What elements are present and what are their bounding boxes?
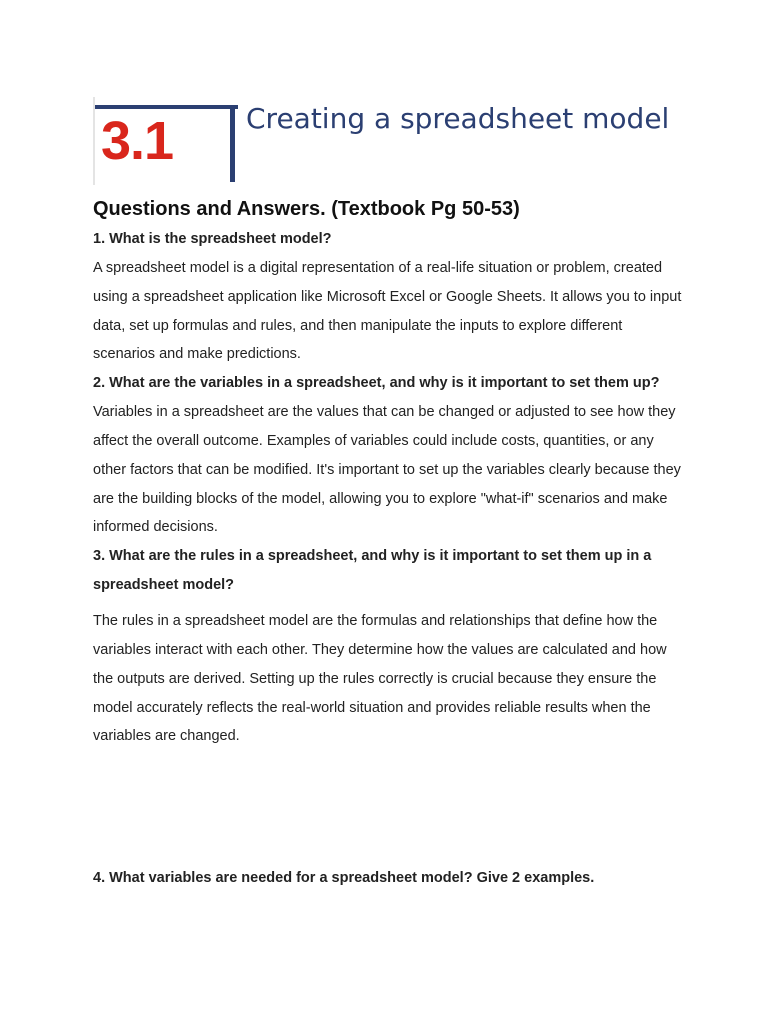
banner-divider xyxy=(230,105,235,182)
page-heading: Questions and Answers. (Textbook Pg 50-53) xyxy=(93,198,520,220)
section-number: 3.1 xyxy=(101,111,174,171)
section-title: Creating a spreadsheet model xyxy=(246,102,670,135)
section-banner xyxy=(93,97,670,185)
banner-top-rule xyxy=(95,105,238,109)
question-1: 1. What is the spreadsheet model? xyxy=(93,231,332,247)
question-4: 4. What variables are needed for a spreadsheet model? Give 2 examples. xyxy=(93,870,595,887)
question-2: 2. What are the variables in a spreadsheet, and why is it important to set them up? xyxy=(93,375,660,392)
answer-1: A spreadsheet model is a digital representation of a real-life situation or problem, created using a spreadsheet application like Microsoft Excel or Google Sheets. It allows you to input data, set up formulas and rules, and then manipulate the inputs to explore different scenarios and make predictions. xyxy=(93,260,682,363)
question-3: 3. What are the rules in a spreadsheet, and why is it important to set them up in a spreadsheet model? xyxy=(93,548,652,594)
answer-3: The rules in a spreadsheet model are the formulas and relationships that define how the variables interact with each other. They determine how the values are calculated and how the outputs are derived. Setting up the rules correctly is crucial because they ensure the model accurately reflects the real-world situation and provides reliable results when the variables are changed. xyxy=(93,613,667,745)
banner-edge xyxy=(93,97,95,185)
document-body xyxy=(93,193,683,893)
answer-2: Variables in a spreadsheet are the values that can be changed or adjusted to see how they affect the overall outcome. Examples of variables could include costs, quantities, or any other factors that can be modified. It's important to set up the variables clearly because they are the building blocks of the model, allowing you to explore "what-if" scenarios and make informed decisions. xyxy=(93,404,681,536)
